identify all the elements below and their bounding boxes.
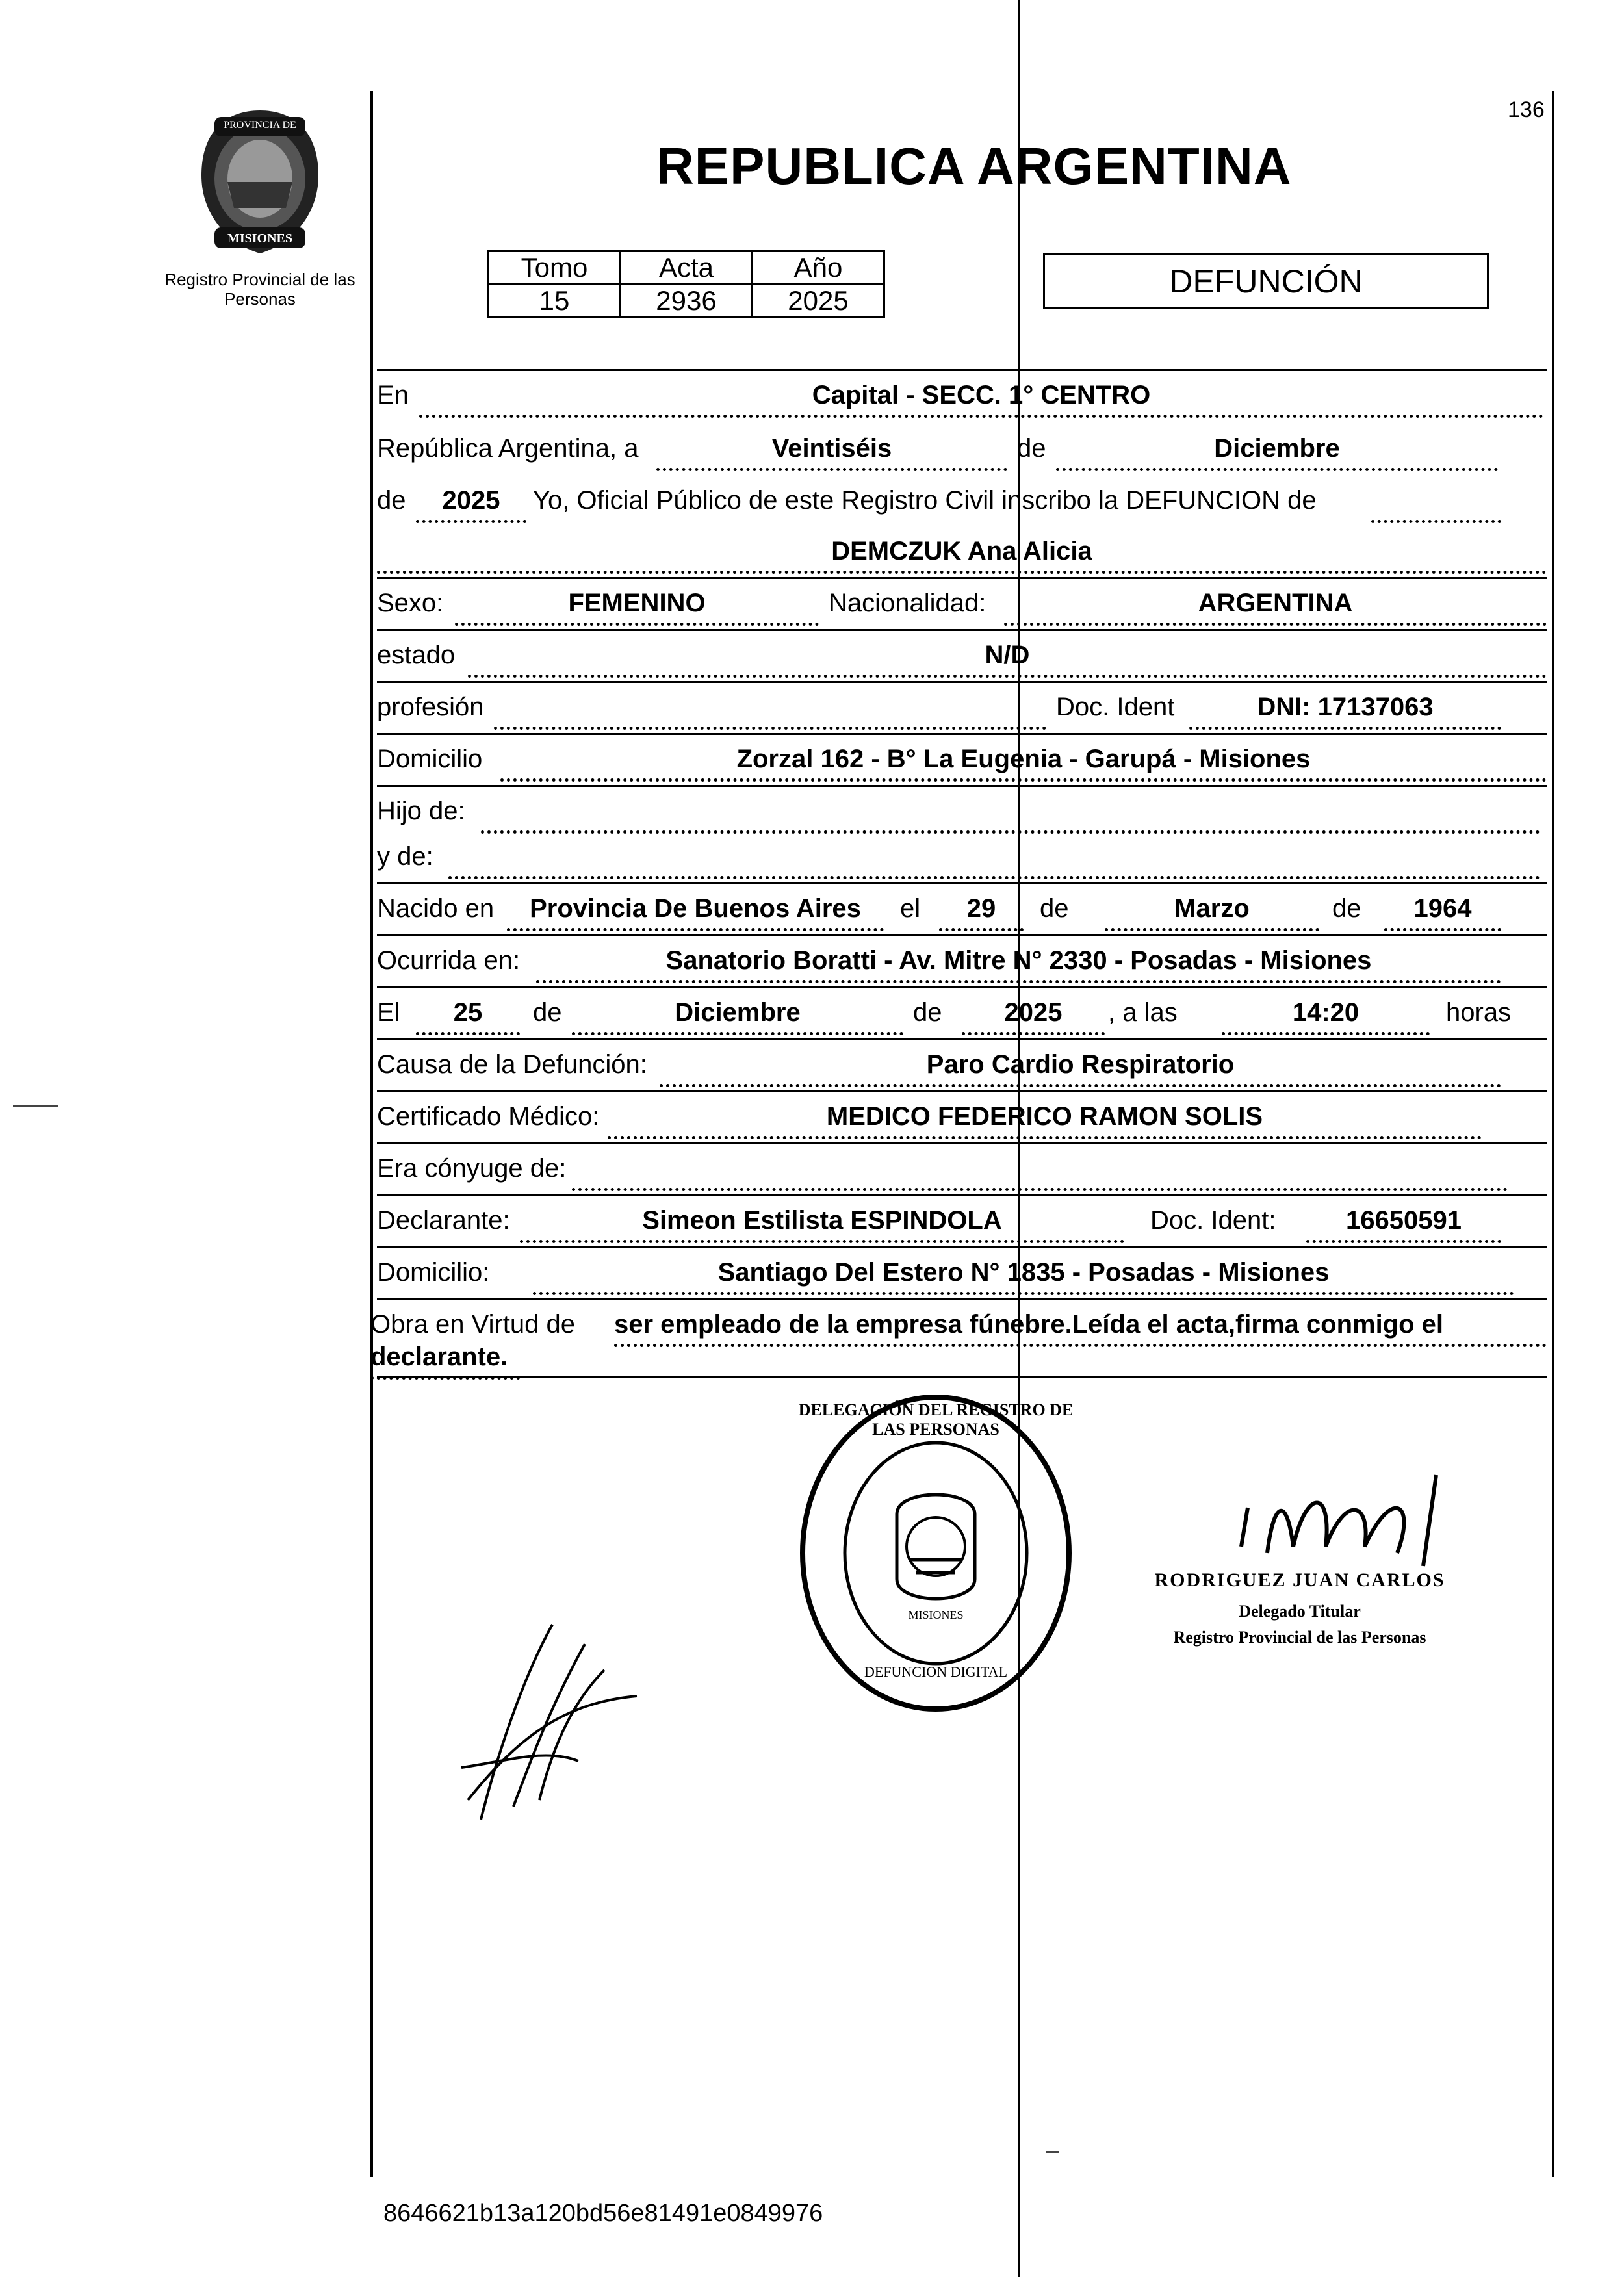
- nac-anio-value: 1964: [1384, 889, 1501, 931]
- domicilio-label: Domicilio: [377, 745, 483, 773]
- republica-label: República Argentina, a: [377, 434, 639, 463]
- declarante-signature-icon: [442, 1605, 650, 1833]
- tomo-acta-anio-table: [487, 250, 885, 318]
- obra-value-line1: ser empleado de la empresa fúnebre.Leída el acta,firma conmigo el: [614, 1305, 1547, 1347]
- nombre-value: DEMCZUK Ana Alicia: [377, 532, 1547, 574]
- nacionalidad-label: Nacionalidad:: [829, 589, 986, 617]
- decl-doc-value: 16650591: [1306, 1201, 1501, 1243]
- doc-type-box: DEFUNCIÓN: [1043, 253, 1489, 309]
- row-separator: [377, 1246, 1547, 1248]
- hijo-label: Hijo de:: [377, 797, 465, 825]
- row-separator: [377, 934, 1547, 936]
- declarante-value: Simeon Estilista ESPINDOLA: [520, 1201, 1124, 1243]
- estado-label: estado: [377, 641, 456, 669]
- logo-text-top: PROVINCIA DE: [224, 120, 296, 131]
- row-separator: [377, 577, 1547, 579]
- doc-ident-value: DNI: 17137063: [1189, 688, 1501, 730]
- sexo-label: Sexo:: [377, 589, 444, 617]
- official-org: Registro Provincial de las Personas: [1173, 1628, 1426, 1647]
- ocurrida-label: Ocurrida en:: [377, 946, 521, 975]
- row-separator: [377, 882, 1547, 884]
- decl-doc-label: Doc. Ident:: [1150, 1206, 1276, 1235]
- domicilio-value: Zorzal 162 - B° La Eugenia - Garupá - Misiones: [500, 740, 1547, 782]
- profesion-value: [494, 688, 1046, 730]
- row-separator: [377, 1194, 1547, 1196]
- row-separator: [377, 986, 1547, 988]
- row-separator: [377, 629, 1547, 631]
- row-separator: [377, 1142, 1547, 1144]
- page-title: REPUBLICA ARGENTINA: [656, 137, 1292, 195]
- anio-header: Año: [753, 251, 884, 285]
- row-separator: [377, 369, 1547, 371]
- anio-prefix: de: [377, 486, 406, 515]
- yde-value: [448, 837, 1540, 879]
- row-separator: [377, 681, 1547, 683]
- conyuge-label: Era cónyuge de:: [377, 1154, 567, 1183]
- certificado-label: Certificado Médico:: [377, 1102, 600, 1131]
- handwritten-signature-icon: [1228, 1449, 1501, 1579]
- row-separator: [377, 1038, 1547, 1040]
- document-hash: 8646621b13a120bd56e81491e0849976: [383, 2200, 823, 2227]
- nac-de2-label: de: [1332, 894, 1361, 923]
- row-separator: [377, 1090, 1547, 1092]
- acta-header: Acta: [621, 251, 753, 285]
- declarante-signature: [442, 1605, 650, 1833]
- logo-text-bottom: MISIONES: [227, 231, 293, 246]
- de-label: de: [1017, 434, 1046, 463]
- ocurrida-value: Sanatorio Boratti - Av. Mitre N° 2330 - Posadas - Misiones: [536, 941, 1501, 983]
- decl-dom-value: Santiago Del Estero N° 1835 - Posadas - Misiones: [533, 1253, 1514, 1295]
- oficial-fill: [1371, 481, 1501, 523]
- stamp-ring-text: DELEGACIÓN DEL REGISTRO DE LAS PERSONAS: [798, 1400, 1074, 1439]
- row-separator: [377, 1376, 1547, 1378]
- anio-value: 2025: [416, 481, 526, 523]
- tomo-header: Tomo: [489, 251, 621, 285]
- registro-stamp: [793, 1384, 1079, 1722]
- official-role: Delegado Titular: [1239, 1602, 1361, 1621]
- alas-label: , a las: [1108, 998, 1178, 1027]
- oficial-text: Yo, Oficial Público de este Registro Civil inscribo la DEFUNCION de: [533, 486, 1317, 515]
- row-separator: [377, 1298, 1547, 1300]
- official-signature: [1228, 1449, 1501, 1579]
- anio-value: 2025: [753, 285, 884, 318]
- def-de1-label: de: [533, 998, 562, 1027]
- nacido-en-value: Provincia De Buenos Aires: [507, 889, 884, 931]
- causa-label: Causa de la Defunción:: [377, 1050, 647, 1079]
- nac-de1-label: de: [1040, 894, 1069, 923]
- scan-mark: [1046, 2151, 1059, 2153]
- causa-value: Paro Cardio Respiratorio: [660, 1045, 1501, 1087]
- page-number: 136: [1508, 97, 1545, 122]
- def-mes-value: Diciembre: [572, 993, 903, 1035]
- province-logo: [188, 104, 331, 260]
- profesion-label: profesión: [377, 693, 484, 721]
- row-separator: [377, 733, 1547, 735]
- obra-value-line2: declarante.: [370, 1337, 520, 1380]
- nac-mes-value: Marzo: [1105, 889, 1319, 931]
- tomo-value: 15: [489, 285, 621, 318]
- hijo-value: [481, 791, 1540, 834]
- scan-mark: [13, 1105, 58, 1107]
- def-de2-label: de: [913, 998, 942, 1027]
- en-value: Capital - SECC. 1° CENTRO: [419, 376, 1543, 418]
- yde-label: y de:: [377, 842, 433, 871]
- mes-letras: Diciembre: [1056, 429, 1498, 471]
- doc-ident-label: Doc. Ident: [1056, 693, 1175, 721]
- estado-value: N/D: [468, 636, 1547, 678]
- def-anio-value: 2025: [962, 993, 1105, 1035]
- declarante-label: Declarante:: [377, 1206, 510, 1235]
- nac-dia-value: 29: [939, 889, 1024, 931]
- el-label: el: [900, 894, 921, 923]
- horas-label: horas: [1446, 998, 1512, 1027]
- certificado-value: MEDICO FEDERICO RAMON SOLIS: [608, 1097, 1482, 1139]
- acta-value: 2936: [621, 285, 753, 318]
- def-dia-value: 25: [416, 993, 520, 1035]
- def-el-label: El: [377, 998, 400, 1027]
- decl-dom-label: Domicilio:: [377, 1258, 490, 1287]
- right-margin-line: [1552, 91, 1554, 2177]
- dia-letras: Veintiséis: [656, 429, 1007, 471]
- sexo-value: FEMENINO: [455, 584, 819, 626]
- logo-caption: Registro Provincial de las Personas: [164, 270, 355, 309]
- en-label: En: [377, 381, 409, 409]
- nacido-label: Nacido en: [377, 894, 495, 923]
- row-separator: [377, 785, 1547, 787]
- def-hora-value: 14:20: [1222, 993, 1430, 1035]
- conyuge-value: [572, 1149, 1508, 1191]
- obra-label: Obra en Virtud de: [370, 1310, 576, 1339]
- official-name: RODRIGUEZ JUAN CARLOS: [1154, 1569, 1445, 1591]
- nacionalidad-value: ARGENTINA: [1004, 584, 1547, 626]
- stamp-inner-text: DEFUNCION DIGITAL: [864, 1664, 1008, 1680]
- stamp-center-text: MISIONES: [908, 1608, 964, 1621]
